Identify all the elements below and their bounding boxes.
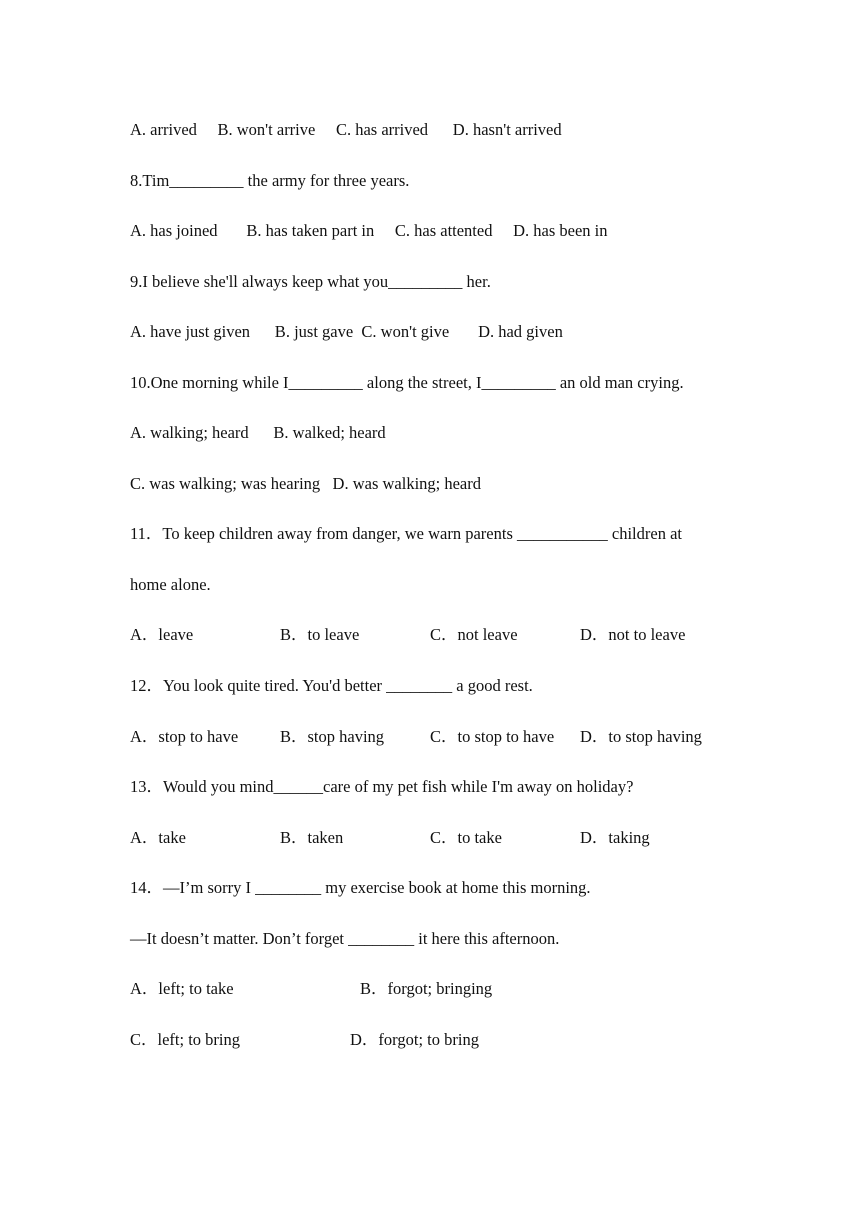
q14-option-b: B．forgot; bringing bbox=[360, 979, 493, 998]
q10-options-cd: C. was walking; was hearing D. was walking; heard bbox=[130, 474, 482, 493]
question-8: 8.Tim_________ the army for three years. bbox=[130, 171, 410, 190]
q12-option-d: D．to stop having bbox=[580, 727, 702, 746]
q12-option-c: C．to stop to have bbox=[430, 727, 555, 746]
question-11: 11．To keep children away from danger, we warn parents ___________ children at bbox=[130, 524, 682, 543]
q13-option-c: C．to take bbox=[430, 828, 502, 847]
question-10: 10.One morning while I_________ along the street, I_________ an old man crying. bbox=[130, 373, 684, 392]
q13-option-a: A．take bbox=[130, 828, 186, 847]
question-14: 14．—I’m sorry I ________ my exercise book at home this morning. bbox=[130, 878, 591, 897]
question-11-continued: home alone. bbox=[130, 575, 211, 594]
q7-options: A. arrived B. won't arrive C. has arrived D. hasn't arrived bbox=[130, 120, 562, 139]
q14-option-a: A．left; to take bbox=[130, 979, 234, 998]
q14-option-c: C．left; to bring bbox=[130, 1030, 240, 1049]
q12-option-a: A．stop to have bbox=[130, 727, 239, 746]
q11-option-b: B．to leave bbox=[280, 625, 360, 644]
question-9: 9.I believe she'll always keep what you_________ her. bbox=[130, 272, 491, 291]
q11-option-a: A．leave bbox=[130, 625, 194, 644]
q11-option-c: C．not leave bbox=[430, 625, 518, 644]
q13-option-d: D．taking bbox=[580, 828, 650, 847]
question-13: 13．Would you mind______care of my pet fish while I'm away on holiday? bbox=[130, 777, 634, 796]
q8-options: A. has joined B. has taken part in C. has attented D. has been in bbox=[130, 221, 608, 240]
question-14-reply: —It doesn’t matter. Don’t forget ________ it here this afternoon. bbox=[130, 929, 560, 948]
q11-option-d: D．not to leave bbox=[580, 625, 686, 644]
q12-option-b: B．stop having bbox=[280, 727, 385, 746]
q13-option-b: B．taken bbox=[280, 828, 344, 847]
q10-options-ab: A. walking; heard B. walked; heard bbox=[130, 423, 386, 442]
q14-option-d: D．forgot; to bring bbox=[350, 1030, 479, 1049]
q9-options: A. have just given B. just gave C. won't give D. had given bbox=[130, 322, 563, 341]
question-12: 12．You look quite tired. You'd better ________ a good rest. bbox=[130, 676, 533, 695]
